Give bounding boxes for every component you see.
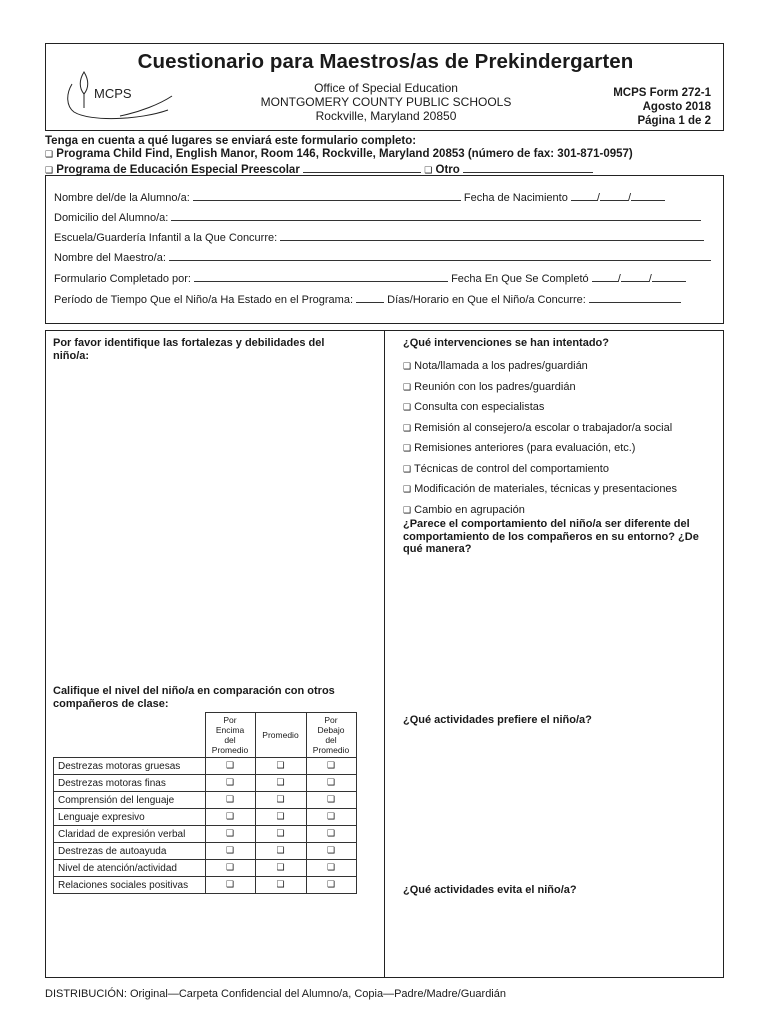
skill-label: Destrezas motoras finas bbox=[54, 775, 206, 792]
rating-table bbox=[53, 712, 357, 894]
col-below-line: Por bbox=[324, 715, 338, 725]
checkbox-icon[interactable]: ❑ bbox=[403, 423, 412, 434]
date-separator: / bbox=[617, 273, 621, 285]
table-row bbox=[54, 843, 357, 860]
checkbox-icon[interactable]: ❑ bbox=[424, 166, 433, 176]
checkbox-above[interactable]: ❑ bbox=[205, 860, 255, 877]
list-item[interactable] bbox=[403, 460, 677, 481]
date-separator: / bbox=[627, 192, 632, 204]
checkbox-below[interactable]: ❑ bbox=[306, 843, 356, 860]
checkbox-average[interactable]: ❑ bbox=[255, 860, 306, 877]
address-row bbox=[54, 210, 701, 224]
table-row bbox=[54, 860, 357, 877]
mcps-logo bbox=[60, 66, 190, 126]
checkbox-icon[interactable]: ❑ bbox=[403, 403, 412, 413]
list-item[interactable] bbox=[403, 398, 677, 419]
other-blank[interactable] bbox=[463, 162, 593, 173]
checkbox-above[interactable]: ❑ bbox=[205, 775, 255, 792]
checkbox-above[interactable]: ❑ bbox=[205, 809, 255, 826]
checkbox-above[interactable]: ❑ bbox=[205, 792, 255, 809]
birth-day-field[interactable] bbox=[600, 190, 628, 201]
list-item[interactable] bbox=[403, 419, 677, 440]
list-item[interactable] bbox=[403, 439, 677, 460]
birth-year-field[interactable] bbox=[631, 190, 665, 201]
checkbox-below[interactable]: ❑ bbox=[306, 758, 356, 775]
interventions-list bbox=[403, 357, 677, 521]
table-row bbox=[54, 775, 357, 792]
address-label: Domicilio del Alumno/a: bbox=[54, 212, 169, 224]
completed-by-row bbox=[54, 271, 686, 285]
intervention-label: Técnicas de control del comportamiento bbox=[413, 462, 609, 475]
school-field[interactable] bbox=[280, 230, 704, 241]
col-above-line: Por bbox=[223, 715, 237, 725]
skill-label: Relaciones sociales positivas bbox=[54, 877, 206, 894]
skill-label: Lenguaje expresivo bbox=[54, 809, 206, 826]
column-divider bbox=[384, 331, 385, 977]
rating-question: Califique el nivel del niño/a en comparación con otros compañeros de clase: bbox=[53, 685, 335, 710]
col-below-line: Debajo bbox=[317, 725, 345, 735]
rating-header-row bbox=[54, 713, 357, 758]
list-item[interactable] bbox=[403, 357, 677, 378]
intervention-label: Remisión al consejero/a escolar o trabajador/a social bbox=[414, 421, 673, 434]
behavior-question: ¿Parece el comportamiento del niño/a ser diferente del comportamiento de los compañeros en su entorno? ¿De qué manera? bbox=[403, 518, 699, 555]
district-name: MONTGOMERY COUNTY PUBLIC SCHOOLS bbox=[260, 95, 512, 109]
strengths-question: Por favor identifique las fortalezas y debilidades del niño/a: bbox=[53, 337, 325, 362]
checkbox-below[interactable]: ❑ bbox=[306, 826, 356, 843]
checkbox-above[interactable]: ❑ bbox=[205, 826, 255, 843]
checkbox-above[interactable]: ❑ bbox=[205, 843, 255, 860]
completed-month-field[interactable] bbox=[592, 271, 618, 282]
program-period-row bbox=[54, 292, 681, 306]
logo-text: MCPS bbox=[94, 86, 132, 101]
checkbox-icon[interactable]: ❑ bbox=[403, 382, 412, 393]
date-separator: / bbox=[596, 192, 600, 204]
address-field[interactable] bbox=[171, 210, 701, 221]
days-hours-field[interactable] bbox=[589, 292, 681, 303]
teacher-field[interactable] bbox=[169, 250, 711, 261]
questionnaire-section bbox=[45, 330, 724, 978]
checkbox-icon[interactable]: ❑ bbox=[403, 464, 412, 475]
page-number: Página 1 de 2 bbox=[637, 115, 711, 127]
school-label: Escuela/Guardería Infantil a la Que Concurre: bbox=[54, 232, 278, 244]
checkbox-icon[interactable]: ❑ bbox=[45, 166, 54, 176]
intervention-label: Reunión con los padres/guardián bbox=[414, 380, 576, 393]
skill-label: Destrezas de autoayuda bbox=[54, 843, 206, 860]
school-row bbox=[54, 230, 704, 244]
completed-year-field[interactable] bbox=[652, 271, 686, 282]
routing-option-child-find-label: Programa Child Find, English Manor, Room 146, Rockville, Maryland 20853 (número de fax: 301-871-0957) bbox=[56, 148, 633, 160]
checkbox-average[interactable]: ❑ bbox=[255, 843, 306, 860]
checkbox-below[interactable]: ❑ bbox=[306, 860, 356, 877]
program-period-field[interactable] bbox=[356, 292, 384, 303]
avoids-question: ¿Qué actividades evita el niño/a? bbox=[403, 884, 577, 896]
routing-option-child-find bbox=[45, 148, 633, 162]
completed-by-label: Formulario Completado por: bbox=[54, 273, 191, 285]
skill-label: Destrezas motoras gruesas bbox=[54, 758, 206, 775]
student-name-field[interactable] bbox=[193, 190, 461, 201]
avoids-answer-area[interactable] bbox=[396, 901, 716, 971]
office-name: Office of Special Education bbox=[314, 81, 458, 95]
checkbox-average[interactable]: ❑ bbox=[255, 877, 306, 894]
office-address bbox=[246, 81, 526, 123]
col-above-line: Encima bbox=[215, 725, 245, 735]
teacher-label: Nombre del Maestro/a: bbox=[54, 252, 166, 264]
student-name-row bbox=[54, 190, 665, 204]
checkbox-above[interactable]: ❑ bbox=[205, 877, 255, 894]
intervention-label: Nota/llamada a los padres/guardián bbox=[414, 360, 588, 372]
table-row bbox=[54, 792, 357, 809]
table-row bbox=[54, 826, 357, 843]
checkbox-average[interactable]: ❑ bbox=[255, 758, 306, 775]
intervention-label: Remisiones anteriores (para evaluación, etc.) bbox=[414, 442, 636, 454]
checkbox-average[interactable]: ❑ bbox=[255, 809, 306, 826]
checkbox-below[interactable]: ❑ bbox=[306, 775, 356, 792]
teacher-row bbox=[54, 250, 711, 264]
checkbox-average[interactable]: ❑ bbox=[255, 775, 306, 792]
checkbox-icon[interactable]: ❑ bbox=[403, 485, 412, 495]
list-item[interactable] bbox=[403, 378, 677, 399]
checkbox-icon[interactable]: ❑ bbox=[403, 505, 412, 516]
col-below-average bbox=[306, 713, 356, 758]
distribution-footer: DISTRIBUCIÓN: Original—Carpeta Confidencial del Alumno/a, Copia—Padre/Madre/Guardián bbox=[45, 988, 506, 1000]
checkbox-below[interactable]: ❑ bbox=[306, 792, 356, 809]
completed-day-field[interactable] bbox=[621, 271, 649, 282]
mcps-logo-graphic bbox=[60, 66, 190, 126]
col-above-average bbox=[205, 713, 255, 758]
routing-option-preschool-label: Programa de Educación Especial Preescolar bbox=[56, 164, 300, 176]
date-separator: / bbox=[648, 273, 652, 285]
col-above-line: del bbox=[224, 735, 236, 745]
form-header bbox=[45, 43, 724, 131]
rating-header-blank bbox=[54, 713, 206, 758]
routing-notice bbox=[45, 135, 633, 178]
birth-month-field[interactable] bbox=[571, 190, 597, 201]
checkbox-average[interactable]: ❑ bbox=[255, 792, 306, 809]
completed-by-field[interactable] bbox=[194, 271, 448, 282]
skill-label: Nivel de atención/actividad bbox=[54, 860, 206, 877]
intervention-label: Modificación de materiales, técnicas y presentaciones bbox=[414, 483, 678, 495]
strengths-answer-area[interactable] bbox=[53, 365, 373, 675]
preschool-blank[interactable] bbox=[303, 162, 421, 173]
table-row bbox=[54, 758, 357, 775]
form-identifier bbox=[613, 86, 711, 128]
col-below-line: Promedio bbox=[312, 745, 350, 755]
col-below-line: del bbox=[325, 735, 337, 745]
checkbox-average[interactable]: ❑ bbox=[255, 826, 306, 843]
birth-date-label: Fecha de Nacimiento bbox=[463, 192, 568, 204]
days-hours-label: Días/Horario en Que el Niño/a Concurre: bbox=[387, 294, 586, 306]
skill-label: Comprensión del lenguaje bbox=[54, 792, 206, 809]
intervention-label: Consulta con especialistas bbox=[414, 401, 545, 413]
routing-intro: Tenga en cuenta a qué lugares se enviará este formulario completo: bbox=[45, 135, 417, 147]
routing-option-other-label: Otro bbox=[435, 164, 460, 176]
completed-date-label: Fecha En Que Se Completó bbox=[451, 273, 589, 285]
student-name-label: Nombre del/de la Alumno/a: bbox=[54, 192, 190, 204]
table-row bbox=[54, 877, 357, 894]
col-above-line: Promedio bbox=[211, 745, 249, 755]
checkbox-below[interactable]: ❑ bbox=[306, 809, 356, 826]
checkbox-icon[interactable]: ❑ bbox=[45, 150, 54, 160]
behavior-answer-area[interactable] bbox=[396, 561, 716, 711]
prefers-question: ¿Qué actividades prefiere el niño/a? bbox=[403, 714, 592, 726]
checkbox-below[interactable]: ❑ bbox=[306, 877, 356, 894]
intervention-label: Cambio en agrupación bbox=[414, 503, 525, 516]
checkbox-icon[interactable]: ❑ bbox=[403, 362, 412, 372]
program-period-label: Período de Tiempo Que el Niño/a Ha Estado en el Programa: bbox=[54, 294, 354, 306]
form-title: Cuestionario para Maestros/as de Prekindergarten bbox=[137, 50, 634, 73]
table-row bbox=[54, 809, 357, 826]
city-line: Rockville, Maryland 20850 bbox=[315, 109, 457, 123]
student-info-section bbox=[45, 175, 724, 324]
form-number: MCPS Form 272-1 bbox=[613, 87, 711, 99]
form-date: Agosto 2018 bbox=[642, 101, 711, 113]
list-item[interactable] bbox=[403, 480, 677, 501]
interventions-question: ¿Qué intervenciones se han intentado? bbox=[403, 337, 609, 349]
checkbox-icon[interactable]: ❑ bbox=[403, 444, 412, 454]
prefers-answer-area[interactable] bbox=[396, 731, 716, 876]
skill-label: Claridad de expresión verbal bbox=[54, 826, 206, 843]
checkbox-above[interactable]: ❑ bbox=[205, 758, 255, 775]
col-average: Promedio bbox=[255, 713, 306, 758]
